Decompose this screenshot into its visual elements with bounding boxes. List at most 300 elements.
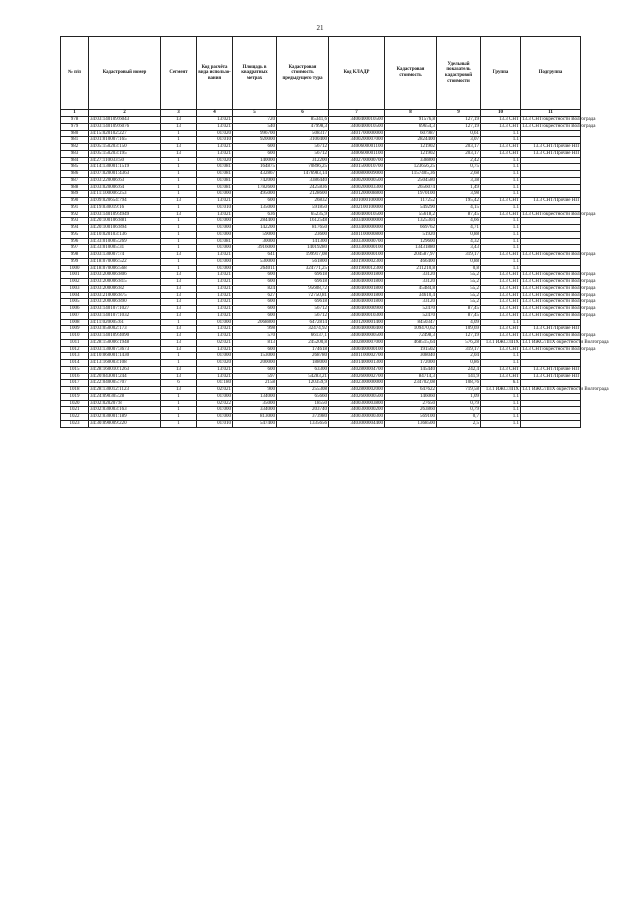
cell-cadastral-value: 263860 <box>385 407 437 414</box>
cell-row-number: 1019 <box>61 393 89 400</box>
cell-cadastral-value: 34610,4 <box>385 292 437 299</box>
cell-kladr-code: 3402800007000 <box>329 339 385 346</box>
cell-group: 1.1 <box>481 191 521 198</box>
cell-kladr-code: 3400600001100 <box>329 150 385 157</box>
cell-area: 540 <box>233 123 277 130</box>
cell-use-code: 01:081 <box>197 177 233 184</box>
cell-group: 13.1 ИЖС/ЛПХ <box>481 387 521 394</box>
cell-group: 1.1 <box>481 171 521 178</box>
cell-cadastral-value: 468515,64 <box>385 339 437 346</box>
cell-group: 13.3 СНТ <box>481 306 521 313</box>
cell-cadastral-value: 45484,8 <box>385 285 437 292</box>
cell-subgroup: 13.3 СНТ/окрестности Волгограда <box>522 292 596 298</box>
cell-cadastral-number: 34:03:140109:4949 <box>89 211 161 218</box>
cell-segment: 13 <box>161 312 197 319</box>
cell-segment: 1 <box>161 407 197 414</box>
table-row <box>61 218 581 225</box>
cell-use-code: 13:021 <box>197 306 233 313</box>
cell-previous-value: 245200,8 <box>277 339 329 346</box>
cell-use-code: 02:021 <box>197 339 233 346</box>
cell-area: 495000 <box>233 191 277 198</box>
cell-group: 1.1 <box>481 137 521 144</box>
cell-previous-value: 72750,81 <box>277 292 329 299</box>
cell-specific-index: 195,42 <box>437 198 481 205</box>
cell-kladr-code: 3402600002700 <box>329 373 385 380</box>
column-number: 2 <box>89 110 161 117</box>
cell-row-number: 989 <box>61 191 89 198</box>
cell-kladr-code: 3402800004700 <box>329 366 385 373</box>
cell-kladr-code: 3402700000700 <box>329 157 385 164</box>
cell-kladr-code: 3400600001100 <box>329 144 385 151</box>
cell-specific-index: 319,17 <box>437 252 481 259</box>
cell-subgroup: 13.3 СНТ/Прочие НП <box>521 366 581 373</box>
cell-subgroup <box>521 204 581 211</box>
table-row <box>61 279 581 286</box>
cell-kladr-code: 3402100100000 <box>329 204 385 211</box>
cell-segment: 13 <box>161 279 197 286</box>
cell-group: 13.3 СНТ <box>481 144 521 151</box>
cell-group: 13.3 СНТ <box>481 117 521 124</box>
cell-row-number: 1004 <box>61 292 89 299</box>
cell-segment: 1 <box>161 400 197 407</box>
cell-previous-value: 373980 <box>277 414 329 421</box>
cell-row-number: 981 <box>61 137 89 144</box>
cell-kladr-code: 3402600000500 <box>329 393 385 400</box>
cell-kladr-code: 3401100000800 <box>329 231 385 238</box>
cell-subgroup: 13.1 ИЖС/ЛПХ окрестности Волгограда <box>522 339 609 345</box>
column-number: 1 <box>61 110 89 117</box>
cell-segment: 13 <box>161 339 197 346</box>
cell-use-code: 01:020 <box>197 130 233 137</box>
cell-previous-value: 63300 <box>277 366 329 373</box>
cell-cadastral-value: 121902 <box>385 150 437 157</box>
cell-cadastral-number: 34:14:130001:1519 <box>89 164 161 171</box>
cell-cadastral-number: 34:07:020001:4363 <box>89 171 161 178</box>
cell-specific-index: 109,69 <box>437 326 481 333</box>
cell-cadastral-number: 34:13:160003:108 <box>89 360 161 367</box>
table-header-row <box>61 37 581 110</box>
cell-area: 824 <box>233 285 277 292</box>
cell-area: 813 <box>233 339 277 346</box>
cell-cadastral-value: 13431880 <box>385 245 437 252</box>
cell-kladr-code: 3400400000100 <box>329 252 385 259</box>
cell-cadastral-number: 34:05:150203:195 <box>89 150 161 157</box>
cell-specific-index: 55,2 <box>437 292 481 299</box>
cell-segment: 1 <box>161 231 197 238</box>
cell-cadastral-value: 109470,62 <box>385 326 437 333</box>
cell-row-number: 992 <box>61 211 89 218</box>
cell-cadastral-number: 34:03:050002:173 <box>89 326 161 333</box>
cell-subgroup: 13.3 СНТ/окрестности Волгограда <box>522 346 596 352</box>
cell-area: 2068800 <box>233 319 277 326</box>
cell-group: 6.1 <box>481 380 521 387</box>
cell-group: 13.3 СНТ <box>481 312 521 319</box>
cell-cadastral-value: 211210,8 <box>385 265 437 272</box>
cell-group: 1.1 <box>481 184 521 191</box>
cell-row-number: 1000 <box>61 265 89 272</box>
cell-previous-value: 188000 <box>277 360 329 367</box>
cell-previous-value: 1612548 <box>277 218 329 225</box>
table-row <box>61 319 581 326</box>
cell-row-number: 985 <box>61 164 89 171</box>
cell-row-number: 1006 <box>61 306 89 313</box>
cell-row-number: 987 <box>61 177 89 184</box>
table-row <box>61 211 581 218</box>
cell-area: 600 <box>233 272 277 279</box>
cell-cadastral-value: 51920 <box>385 231 437 238</box>
cell-segment: 6 <box>161 380 197 387</box>
cell-kladr-code: 3400400010500 <box>329 123 385 130</box>
table-row <box>61 346 581 353</box>
cell-subgroup <box>521 238 581 245</box>
cell-group: 13.3 СНТ <box>481 366 521 373</box>
cell-cadastral-number: 34:03:140109:4090 <box>89 333 161 340</box>
cell-segment: 13 <box>161 198 197 205</box>
cell-subgroup <box>521 420 581 427</box>
cell-area: 35000 <box>233 400 277 407</box>
cell-row-number: 980 <box>61 130 89 137</box>
cell-cadastral-value: 123656,25 <box>385 164 437 171</box>
cell-kladr-code: 3400400010500 <box>329 117 385 124</box>
cell-subgroup: 13.3 СНТ/окрестности Волгограда <box>522 312 596 318</box>
cell-cadastral-number: 34:33:010005:269 <box>89 238 161 245</box>
cell-use-code: 01:000 <box>197 265 233 272</box>
cell-area: 600 <box>233 346 277 353</box>
cell-specific-index: 3,07 <box>437 137 481 144</box>
cell-cadastral-value: 55618,2 <box>385 211 437 218</box>
cell-use-code: 01:000 <box>197 258 233 265</box>
cell-cadastral-value: 308040 <box>385 353 437 360</box>
cell-cadastral-value: 27650 <box>385 400 437 407</box>
cell-cadastral-value: 69654,3 <box>385 123 437 130</box>
cell-cadastral-value: 1325304 <box>385 218 437 225</box>
cell-previous-value: 69618 <box>277 272 329 279</box>
cell-kladr-code: 3400400000900 <box>329 306 385 313</box>
cell-segment: 13 <box>161 306 197 313</box>
cell-kladr-code: 3401200001400 <box>329 319 385 326</box>
cell-row-number: 1003 <box>61 285 89 292</box>
cell-cadastral-value: 191502 <box>385 346 437 353</box>
table-row <box>61 400 581 407</box>
cell-specific-index: 576,28 <box>437 339 481 346</box>
cell-row-number: 978 <box>61 117 89 124</box>
cell-group: 1.1 <box>481 393 521 400</box>
cell-segment: 13 <box>161 150 197 157</box>
cell-row-number: 1010 <box>61 333 89 340</box>
cell-group: 13.3 СНТ <box>481 272 521 279</box>
cell-segment: 1 <box>161 245 197 252</box>
cell-area: 998 <box>233 326 277 333</box>
cell-use-code: 13:021 <box>197 198 233 205</box>
cell-cadastral-number: 34:03:140107:1027 <box>89 306 161 313</box>
cell-use-code: 13:021 <box>197 312 233 319</box>
cell-previous-value: 56712 <box>277 144 329 151</box>
table-row <box>61 238 581 245</box>
cell-group: 1.1 <box>481 353 521 360</box>
cell-cadastral-number: 34:18:070006:522 <box>89 258 161 265</box>
cell-area: 142200 <box>233 225 277 232</box>
cell-cadastral-value: 117252 <box>385 198 437 205</box>
cell-use-code: 13:021 <box>197 150 233 157</box>
cell-group: 1.1 <box>481 245 521 252</box>
cell-subgroup: 13.3 СНТ/Прочие НП <box>521 326 581 333</box>
cell-segment: 13 <box>161 299 197 306</box>
cell-kladr-code: 3401700000000 <box>329 130 385 137</box>
cell-segment: 1 <box>161 184 197 191</box>
cell-area: 600 <box>233 150 277 157</box>
cell-use-code: 13:021 <box>197 285 233 292</box>
cell-row-number: 986 <box>61 171 89 178</box>
cell-use-code: 13:021 <box>197 272 233 279</box>
cell-area: 570 <box>233 333 277 340</box>
cell-cadastral-value: 1368500 <box>385 420 437 427</box>
cell-kladr-code: 3400200003300 <box>329 184 385 191</box>
cell-use-code: 01:010 <box>197 137 233 144</box>
cell-specific-index: 55,2 <box>437 299 481 306</box>
cell-row-number: 1013 <box>61 353 89 360</box>
cell-previous-value: 2425836 <box>277 184 329 191</box>
table-row <box>61 144 581 151</box>
cell-subgroup: 13.3 СНТ/Прочие НП <box>521 144 581 151</box>
cell-row-number: 1008 <box>61 319 89 326</box>
cell-segment: 1 <box>161 414 197 421</box>
cell-area: 742000 <box>233 177 277 184</box>
cell-segment: 1 <box>161 171 197 178</box>
table-row <box>61 204 581 211</box>
cell-cadastral-number: 34:24:090305:28 <box>89 393 161 400</box>
cell-specific-index: 4,09 <box>437 319 481 326</box>
cell-specific-index: 87,45 <box>437 211 481 218</box>
cell-use-code: 01:000 <box>197 414 233 421</box>
cell-area: 59000 <box>233 231 277 238</box>
cell-use-code: 01:000 <box>197 245 233 252</box>
cell-subgroup: 13.3 СНТ/окрестности Волгограда <box>522 123 596 129</box>
cell-use-code: 02:021 <box>197 387 233 394</box>
cell-cadastral-number: 34:03:130007:3673 <box>89 346 161 353</box>
column-number: 6 <box>277 110 329 117</box>
cell-specific-index: 3,38 <box>437 177 481 184</box>
cell-cadastral-number: 34:02:030003:163 <box>89 407 161 414</box>
cell-segment: 13 <box>161 211 197 218</box>
column-number: 7 <box>329 110 385 117</box>
cell-specific-index: 242,4 <box>437 366 481 373</box>
cell-kladr-code: 3401100002700 <box>329 353 385 360</box>
cell-kladr-code: 3401900002300 <box>329 258 385 265</box>
cell-area: 597 <box>233 373 277 380</box>
cell-use-code: 01:000 <box>197 218 233 225</box>
cell-subgroup: 13.3 СНТ/окрестности Волгограда <box>522 299 596 305</box>
cell-cadastral-number: 34:20:043001:244 <box>89 373 161 380</box>
cell-previous-value: 2128600 <box>277 191 329 198</box>
cell-use-code: 13:021 <box>197 279 233 286</box>
cell-specific-index: 0,79 <box>437 400 481 407</box>
cell-previous-value: 70896,25 <box>277 164 329 171</box>
table-row <box>61 123 581 130</box>
cell-specific-index: 87,45 <box>437 312 481 319</box>
cell-area: 164875 <box>233 164 277 171</box>
cell-use-code: 13:021 <box>197 252 233 259</box>
cell-segment: 13 <box>161 333 197 340</box>
cell-kladr-code: 3400400001800 <box>329 279 385 286</box>
cell-kladr-code: 3400400000100 <box>329 346 385 353</box>
cell-subgroup <box>521 245 581 252</box>
cell-row-number: 1022 <box>61 414 89 421</box>
cadastral-table <box>60 36 609 428</box>
cell-use-code: 13:021 <box>197 211 233 218</box>
cell-previous-value: 65235,9 <box>277 211 329 218</box>
table-row <box>61 326 581 333</box>
cell-segment: 13 <box>161 346 197 353</box>
cell-kladr-code: 3400400000500 <box>329 333 385 340</box>
column-number: 5 <box>233 110 277 117</box>
cell-group: 13.3 СНТ <box>481 123 521 130</box>
cell-kladr-code: 3401000100000 <box>329 198 385 205</box>
cell-row-number: 1011 <box>61 339 89 346</box>
cell-previous-value: 312200 <box>277 157 329 164</box>
cell-previous-value: 95608,72 <box>277 285 329 292</box>
cell-cadastral-value: 84714,3 <box>385 373 437 380</box>
cell-kladr-code: 3401500010700 <box>329 164 385 171</box>
cell-previous-value: 56712 <box>277 312 329 319</box>
cell-subgroup <box>521 400 581 407</box>
cell-group: 1.1 <box>481 225 521 232</box>
cell-previous-value: 14019280 <box>277 245 329 252</box>
cell-kladr-code: 3400400001800 <box>329 299 385 306</box>
table-row <box>61 393 581 400</box>
cell-use-code: 01:081 <box>197 184 233 191</box>
table-row <box>61 137 581 144</box>
cell-cadastral-number: 34:33:010005:31 <box>89 245 161 252</box>
cell-use-code: 01:000 <box>197 191 233 198</box>
cell-subgroup: 13.1 ИЖС/ЛПХ окрестности Волгограда <box>522 387 609 392</box>
column-header: Сегмент <box>161 37 197 110</box>
cell-group: 1.1 <box>481 360 521 367</box>
cell-previous-value: 69618 <box>277 279 329 286</box>
cell-specific-index: 0,88 <box>437 231 481 238</box>
cell-specific-index: 0,7 <box>437 414 481 421</box>
cell-previous-value: 56712 <box>277 306 329 313</box>
cell-cadastral-value: 2824400 <box>385 137 437 144</box>
cell-cadastral-number: 34:02:020207:8 <box>89 400 161 407</box>
cell-cadastral-number: 34:03:200006:806 <box>89 272 161 279</box>
cell-cadastral-value: 33120 <box>385 299 437 306</box>
table-row <box>61 387 581 394</box>
cell-kladr-code: 3402800002000 <box>329 387 385 394</box>
table-row <box>61 285 581 292</box>
cell-area: 600 <box>233 312 277 319</box>
cell-segment: 1 <box>161 137 197 144</box>
cell-cadastral-number: 34:20:100106:894 <box>89 225 161 232</box>
cell-previous-value: 324771,25 <box>277 265 329 272</box>
cell-group: 1.1 <box>481 265 521 272</box>
cell-segment: 1 <box>161 191 197 198</box>
cell-subgroup <box>521 353 581 360</box>
cell-previous-value: 817650 <box>277 225 329 232</box>
cell-segment: 1 <box>161 164 197 171</box>
cell-group: 1.1 <box>481 238 521 245</box>
cell-row-number: 990 <box>61 198 89 205</box>
cell-group: 1.1 <box>481 177 521 184</box>
cell-cadastral-value: 1157405,36 <box>385 171 437 178</box>
cell-group: 13.3 СНТ <box>481 211 521 218</box>
cell-specific-index: 3,98 <box>437 191 481 198</box>
cell-previous-value: 32474,92 <box>277 326 329 333</box>
cell-row-number: 1018 <box>61 387 89 394</box>
column-header: Кадастровый номер <box>89 37 161 110</box>
cell-row-number: 991 <box>61 204 89 211</box>
cell-specific-index: 1,49 <box>437 184 481 191</box>
cell-segment: 13 <box>161 252 197 259</box>
cell-use-code: 13:021 <box>197 366 233 373</box>
cell-area: 30000 <box>233 238 277 245</box>
cell-use-code: 13:021 <box>197 123 233 130</box>
cell-row-number: 1020 <box>61 400 89 407</box>
cell-row-number: 993 <box>61 218 89 225</box>
cell-cadastral-value: 33120 <box>385 279 437 286</box>
page-number: 21 <box>316 24 324 32</box>
cell-use-code: 01:081 <box>197 171 233 178</box>
cell-segment: 13 <box>161 285 197 292</box>
cell-use-code: 13:021 <box>197 292 233 299</box>
column-header: Группа <box>481 37 521 110</box>
table-row <box>61 420 581 427</box>
cell-segment: 1 <box>161 157 197 164</box>
cell-area: 627 <box>233 292 277 299</box>
cell-use-code: 01:000 <box>197 225 233 232</box>
cell-cadastral-value: 145440 <box>385 366 437 373</box>
cell-row-number: 988 <box>61 184 89 191</box>
cell-cadastral-value: 121902 <box>385 144 437 151</box>
cell-cadastral-number: 34:01:010007:165 <box>89 137 161 144</box>
cell-subgroup <box>521 191 581 198</box>
cell-use-code: 01:000 <box>197 353 233 360</box>
cell-use-code: 01:020 <box>197 157 233 164</box>
column-number: 11 <box>521 110 581 117</box>
cell-specific-index: 4,32 <box>437 238 481 245</box>
cell-specific-index: 127,19 <box>437 333 481 340</box>
cell-row-number: 1005 <box>61 299 89 306</box>
cell-previous-value: 54283,21 <box>277 373 329 380</box>
column-number: 3 <box>161 110 197 117</box>
cell-row-number: 1023 <box>61 420 89 427</box>
cell-kladr-code: 3402300000000 <box>329 380 385 387</box>
table-row <box>61 366 581 373</box>
cell-use-code: 01:010 <box>197 420 233 427</box>
cell-kladr-code: 3403400000000 <box>329 218 385 225</box>
cell-use-code: 01:081 <box>197 164 233 171</box>
table-row <box>61 252 581 259</box>
cell-specific-index: 0,61 <box>437 130 481 137</box>
cell-area: 600 <box>233 299 277 306</box>
cell-area: 636 <box>233 211 277 218</box>
cell-cadastral-number: 34:03:130007:74 <box>89 252 161 259</box>
cell-specific-index: 2,42 <box>437 157 481 164</box>
cell-area: 641 <box>233 252 277 259</box>
cell-group: 1.1 <box>481 400 521 407</box>
cell-cadastral-value: 647622 <box>385 387 437 394</box>
cell-area: 135000 <box>233 204 277 211</box>
cell-group: 1.1 <box>481 157 521 164</box>
cell-area: 600 <box>233 198 277 205</box>
cell-area: 600 <box>233 144 277 151</box>
cell-cadastral-number: 34:15:020102:227 <box>89 130 161 137</box>
cell-specific-index: 55,2 <box>437 272 481 279</box>
cell-cadastral-value: 91576,8 <box>385 117 437 124</box>
cell-segment: 13 <box>161 292 197 299</box>
cell-group: 1.1 <box>481 218 521 225</box>
cell-area: 547400 <box>233 420 277 427</box>
cell-cadastral-number: 34:27:110033:50 <box>89 157 161 164</box>
